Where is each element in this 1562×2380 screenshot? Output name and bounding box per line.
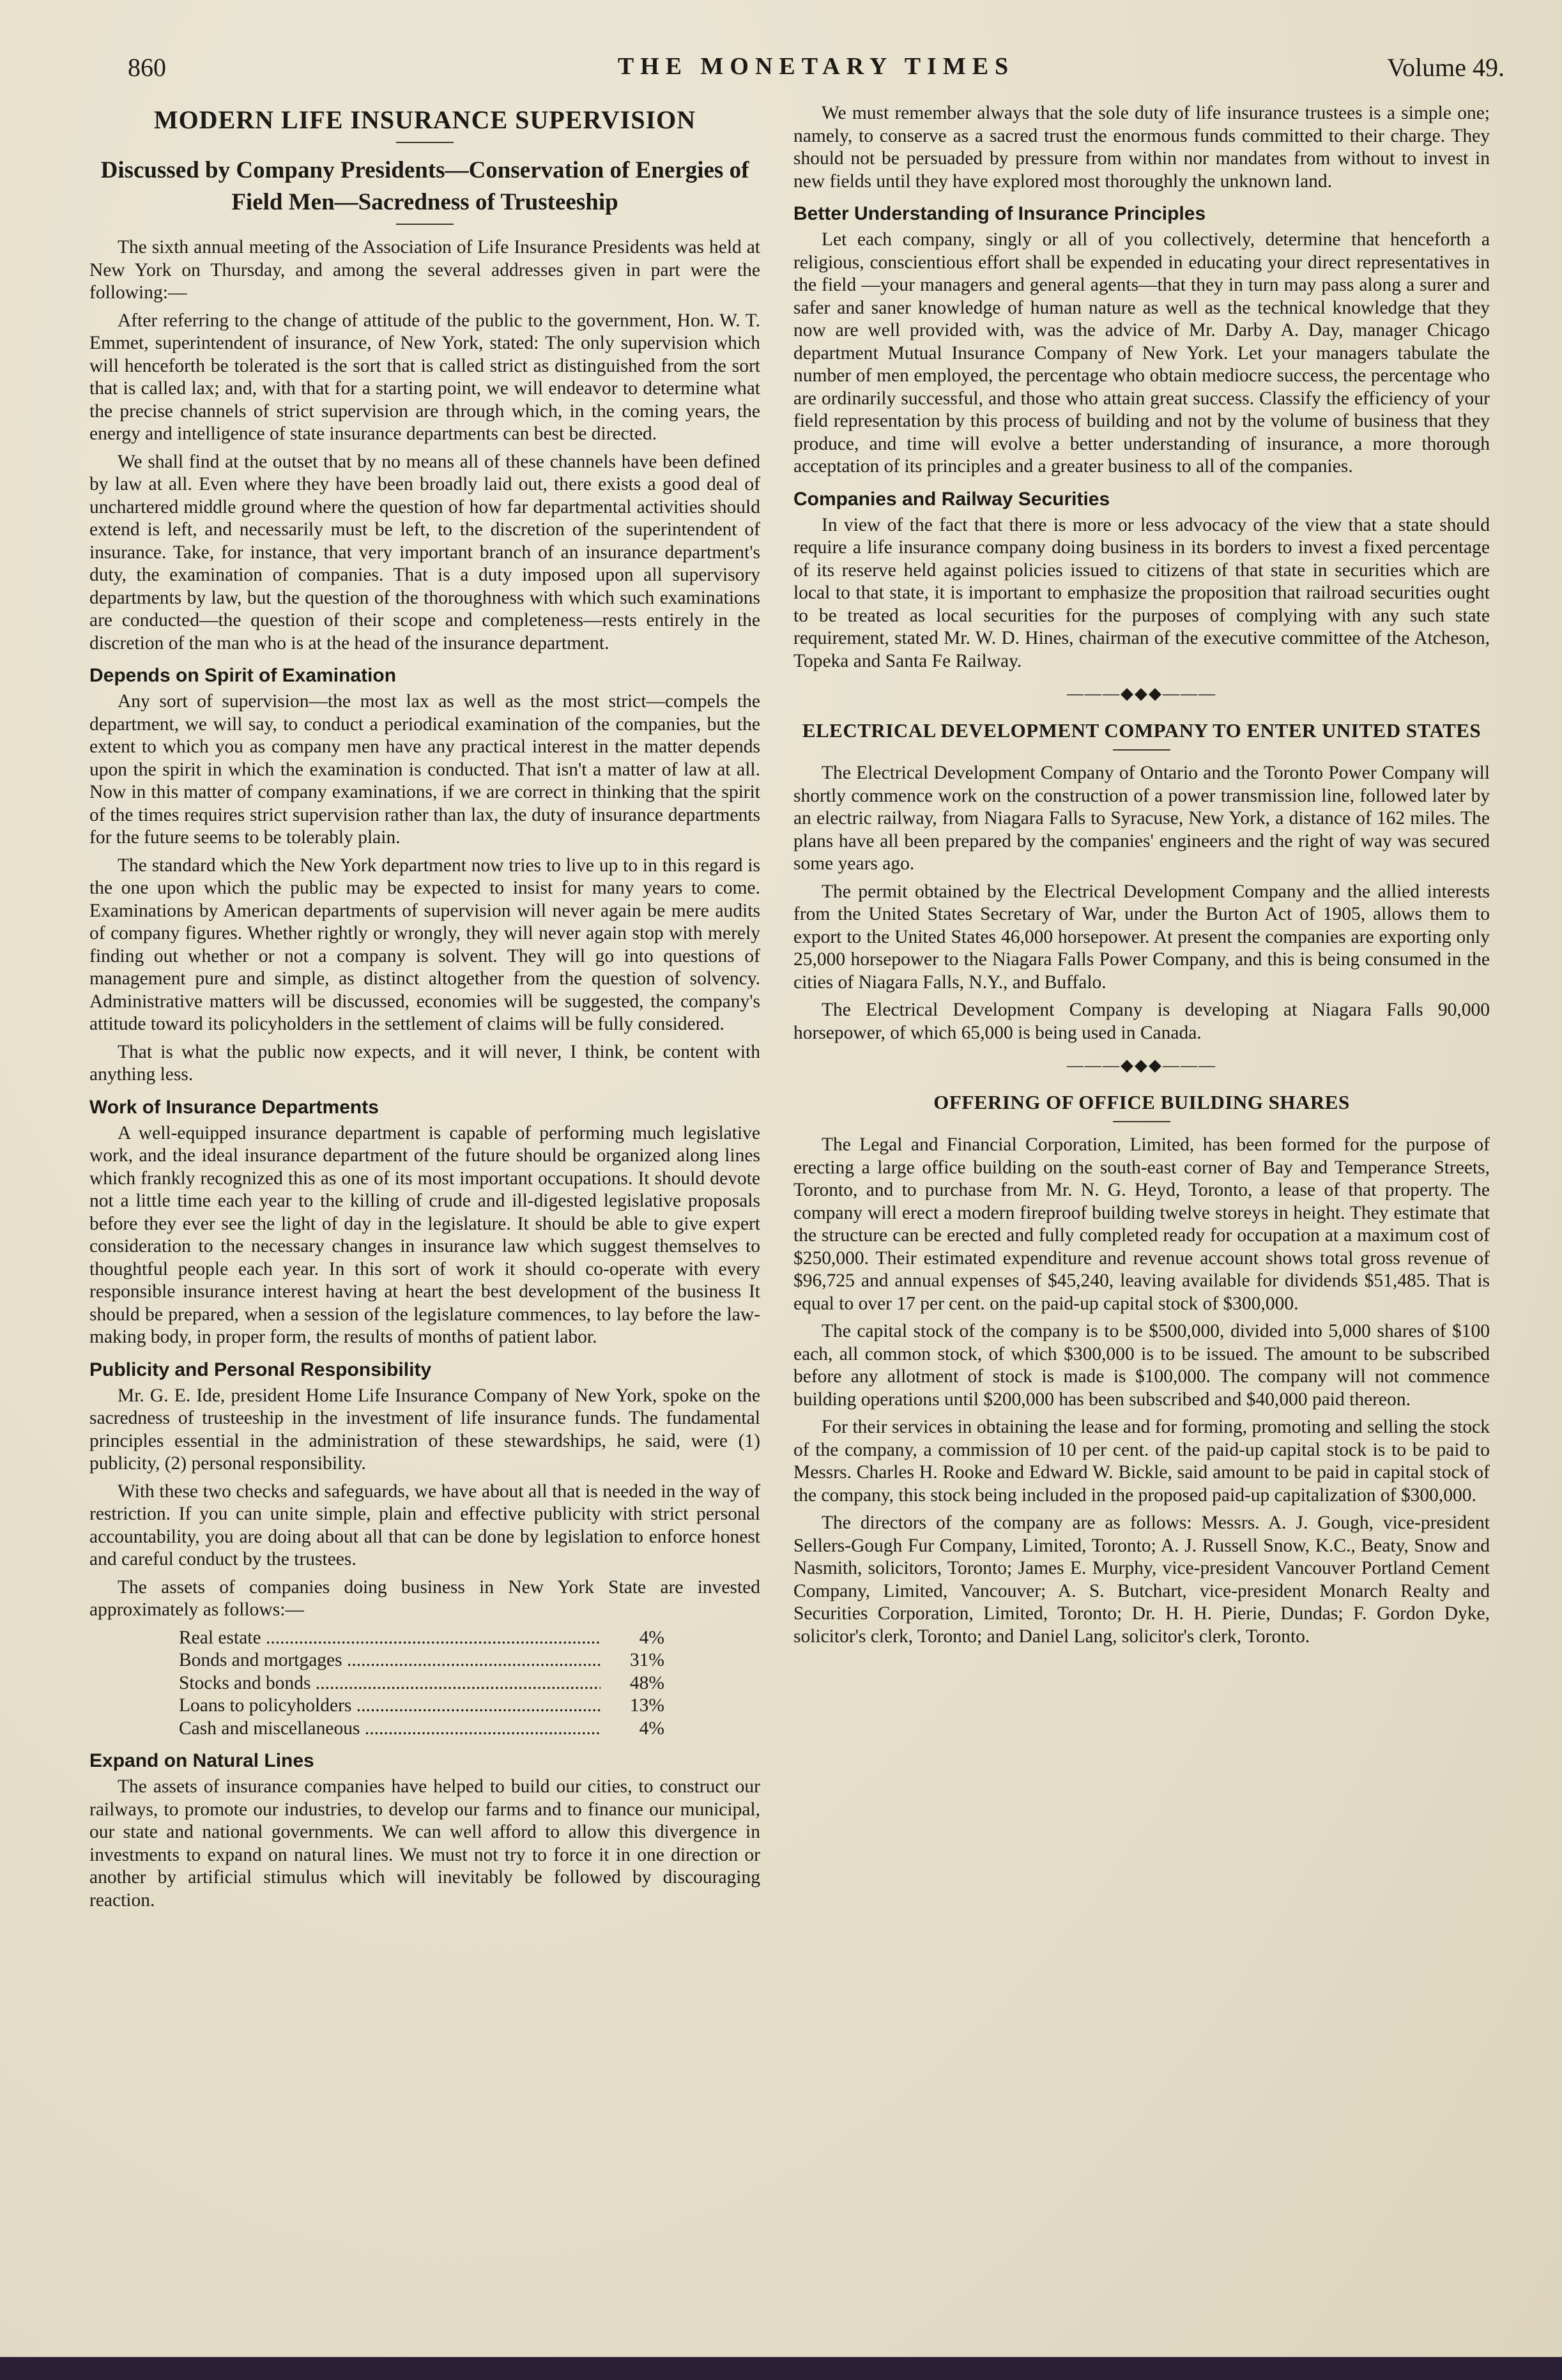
publication-title: THE MONETARY TIMES <box>617 53 1015 80</box>
paragraph: The Electrical Development Company is developing at Niagara Falls 90,000 horsepower, of which 65,000 is being used in Canada. <box>793 1000 1490 1043</box>
paragraph: Mr. G. E. Ide, president Home Life Insurance Company of New York, spoke on the sacredness of trusteeship in the investment of life insurance funds. The fundamental principles essential in the administration of these stewardships, he said, were (1) publicity, (2) personal responsibility. <box>89 1385 760 1474</box>
paragraph: The directors of the company are as follows: Messrs. A. J. Gough, vice-president Sellers-Gough Fur Company, Limited, Toronto; A. J. Russell Snow, K.C., Beaty, Snow and Nasmith, solicitors, Toronto; James E. Murphy, vice-president Vancouver Portland Cement Company, Limited, Vancouver; A. S. Butchart, vice-president Monarch Realty and Securities Corporation, Limited, Toronto; Dr. H. H. Pierie, Dundas; F. Gordon Dyke, solicitor's clerk, Toronto; and Daniel Lang, solicitor's clerk, Toronto. <box>793 1513 1490 1647</box>
paragraph: For their services in obtaining the lease and for forming, promoting and selling the stock of the company, a commission of 10 per cent. of the paid-up capital stock is to be paid to Messrs. Charles H. Rooke and Edward W. Bickle, said amount to be paid in capital stock of the company, this stock being included in the proposed paid-up capitalization of $300,000. <box>793 1417 1490 1506</box>
paragraph: The capital stock of the company is to be $500,000, divided into 5,000 shares of $100 each, all common stock, of which $300,000 is to be issued. The amount to be subscribed before any allotment of stock is made is $100,000. The company will not commence building operations until $200,000 has been subscribed and $40,000 paid thereon. <box>793 1321 1490 1410</box>
page-header <box>128 52 1505 91</box>
paragraph: In view of the fact that there is more or less advocacy of the view that a state should require a life insurance company doing business in its borders to invest a fixed percentage of its reserve held against policies issued to citizens of that state in securities which are local to that state, it is important to emphasize the proposition that railroad securities ought to be treated as local securities for the purposes of complying with any such state requirement, stated Mr. W. D. Hines, chairman of the executive committee of the Atcheson, Topeka and Santa Fe Railway. <box>793 514 1490 671</box>
ornament-divider: ———◆◆◆——— <box>1067 1056 1216 1074</box>
article-title: MODERN LIFE INSURANCE SUPERVISION <box>153 105 696 134</box>
table-row <box>179 1649 664 1672</box>
paragraph: The assets of companies doing business in New York State are invested approximately as follows:— <box>89 1576 760 1620</box>
paragraph: We must remember always that the sole duty of life insurance trustees is a simple one; namely, to conserve as a sacred trust the enormous funds committed to their charge. They should not be persuaded by pressure from within nor mandates from without to invest in new fields until they have explored most thoroughly the unknown land. <box>793 103 1490 192</box>
paragraph: We shall find at the outset that by no means all of these channels have been defined by law at all. Even where they have been broadly laid out, there exists a good deal of unchartered middle ground where the question of how far departmental activities should extend is left, and necessarily must be left, to the discretion of the superintendent of insurance. Take, for instance, that very important branch of an insurance department's duty, the examination of companies. That is a duty imposed upon all supervisory departments by law, but the question of the thoroughness with which such examinations are conducted—the question of their scope and completeness—rests entirely in the discretion of the man who is at the head of the insurance department. <box>89 451 760 653</box>
left-column <box>89 102 760 1917</box>
section-heading: Publicity and Personal Responsibility <box>89 1359 432 1380</box>
paragraph: Any sort of supervision—the most lax as well as the most strict—compels the department, we will say, to conduct a periodical examination of the companies, but the extent to which you as company men have any practical interest in the matter depends upon the spirit in which the examination is conducted. That isn't a matter of law at all. Now in this matter of company examinations, if we are correct in thinking that the spirit of the times requires strict supervision rather than lax, the duty of insurance departments for the future seems to be tolerably plain. <box>89 691 760 848</box>
asset-name: Real estate ..... <box>179 1627 601 1650</box>
section-heading: Depends on Spirit of Examination <box>89 665 397 686</box>
asset-name: Cash and miscellaneous ..... <box>179 1718 601 1741</box>
table-row <box>179 1672 664 1695</box>
article-subtitle: Discussed by Company Presidents—Conservation of Energies of Field Men—Sacredness of Trusteeship <box>100 157 749 215</box>
title-rule <box>1113 1121 1170 1122</box>
title-rule <box>1113 749 1170 751</box>
paragraph: That is what the public now expects, and it will never, I think, be content with anything less. <box>89 1041 760 1085</box>
article-title: ELECTRICAL DEVELOPMENT COMPANY TO ENTER UNITED STATES <box>802 719 1482 742</box>
paragraph: After referring to the change of attitude of the public to the government, Hon. W. T. Emmet, superintendent of insurance, of New York, stated: The only supervision which will henceforth be tolerated is the sort that is called strict as distinguished from the sort that is called lax; and, with that for a starting point, we will endeavor to determine what the precise channels of strict supervision are through which, in the coming years, the energy and intelligence of state insurance departments can best be directed. <box>89 310 760 444</box>
assets-table <box>179 1627 664 1741</box>
paragraph: A well-equipped insurance department is capable of performing much legislative work, and the ideal insurance department of the future should be organized along lines which frankly recognized this as one of its most important occupations. It should devote not a little time each year to the killing of crude and ill-digested legislative proposals before they ever see the light of day in the legislature. It should be able to give expert consideration to the necessary changes in insurance law which suggest themselves to thoughtful people each year. In this sort of work it should co-operate with every responsible insurance interest having at heart the best development of the business It should be prepared, when a session of the legislature commences, to lay before the law-making body, in proper form, the results of months of patient labor. <box>89 1122 760 1347</box>
table-row <box>179 1627 664 1650</box>
asset-name: Stocks and bonds ..... <box>179 1672 601 1695</box>
asset-percent: 31% <box>629 1650 664 1670</box>
subtitle-rule <box>396 224 454 225</box>
paragraph: The assets of insurance companies have helped to build our cities, to construct our railways, to promote our industries, to develop our farms and to finance our municipal, our state and national governments. We can well afford to allow this divergence in investments to expand on natural lines. We must not try to force it in one direction or another by artificial stimulus which will inevitably be followed by discouraging reaction. <box>89 1776 760 1911</box>
section-heading: Work of Insurance Departments <box>89 1096 379 1118</box>
asset-percent: 4% <box>639 1718 664 1739</box>
paragraph: The Electrical Development Company of Ontario and the Toronto Power Company will shortly commence work on the construction of a power transmission line, followed later by an electric railway, from Niagara Falls to Syracuse, New York, a distance of 162 miles. The plans have all been prepared by the companies' engineers and the right of way was secured some years ago. <box>793 763 1490 874</box>
paragraph: The standard which the New York department now tries to live up to in this regard is the one upon which the public may be expected to insist for many years to come. Examinations by American departments of supervision will never again be mere audits of company figures. Whether rightly or wrongly, they will never again stop with merely finding out whether or not a company is solvent. They will go into questions of management pure and simple, as distinct altogether from the question of solvency. Administrative matters will be discussed, economies will be suggested, the company's attitude toward its policyholders in the settlement of claims will be fully considered. <box>89 855 760 1034</box>
section-heading: Better Understanding of Insurance Principles <box>793 203 1206 224</box>
right-column <box>793 102 1490 1653</box>
asset-name: Bonds and mortgages ..... <box>179 1649 601 1672</box>
ornament-divider: ———◆◆◆——— <box>1067 684 1216 703</box>
paragraph: The Legal and Financial Corporation, Limited, has been formed for the purpose of erecting a large office building on the south-east corner of Bay and Temperance Streets, Toronto, and to purchase from Mr. N. G. Heyd, Toronto, a lease of that property. The company will erect a modern fireproof building twelve storeys in height. They estimate that the structure can be erected and fully completed ready for occupation at a maximum cost of $250,000. Their estimated expenditure and revenue account shows total gross revenue of $96,725 and annual expenses of $45,240, leaving available for dividends $51,485. That is equal to over 17 per cent. on the paid-up capital stock of $300,000. <box>793 1134 1490 1314</box>
paragraph: Let each company, singly or all of you collectively, determine that henceforth a religious, conscientious effort shall be expended in educating your direct representatives in the field —your managers and general agents—that they in turn may pass along a surer and safer and saner knowledge of human nature as well as the technical knowledge that they now are well provided with, was the advice of Mr. Darby A. Day, manager Chicago department Mutual Insurance Company of New York. Let your managers tabulate the number of men employed, the percentage who obtain mediocre success, the percentage who are ordinarily successful, and those who attain great success. Classify the efficiency of your field representation by this process of building and not by the volume of business that they produce, and time will evolve a better understanding of insurance, a more thorough acceptation of its principles and a greater business to all of the companies. <box>793 229 1490 477</box>
asset-percent: 48% <box>629 1672 664 1693</box>
paragraph: The sixth annual meeting of the Association of Life Insurance Presidents was held at New York on Thursday, and among the several addresses given in part were the following:— <box>89 237 760 303</box>
asset-percent: 4% <box>639 1627 664 1648</box>
title-rule <box>396 142 454 143</box>
table-row <box>179 1695 664 1718</box>
asset-percent: 13% <box>629 1695 664 1716</box>
article-title: OFFERING OF OFFICE BUILDING SHARES <box>933 1091 1350 1113</box>
paragraph: The permit obtained by the Electrical Development Company and the allied interests from the United States Secretary of War, under the Burton Act of 1905, allows them to export to the United States 46,000 horsepower. At present the companies are exporting only 25,000 horsepower to the Niagara Falls Power Company, and this is being consumed in the cities of Niagara Falls, N.Y., and Buffalo. <box>793 881 1490 993</box>
volume-label: Volume 49. <box>1387 53 1505 82</box>
asset-name: Loans to policyholders ..... <box>179 1695 601 1718</box>
page-number: 860 <box>128 53 166 82</box>
table-row <box>179 1718 664 1741</box>
section-heading: Companies and Railway Securities <box>793 488 1110 510</box>
section-heading: Expand on Natural Lines <box>89 1750 314 1771</box>
paragraph: With these two checks and safeguards, we have about all that is needed in the way of restriction. If you can unite simple, plain and effective publicity with strict personal accountability, you are doing about all that can be done by legislation to enforce honest and careful conduct by the trustees. <box>89 1481 760 1569</box>
